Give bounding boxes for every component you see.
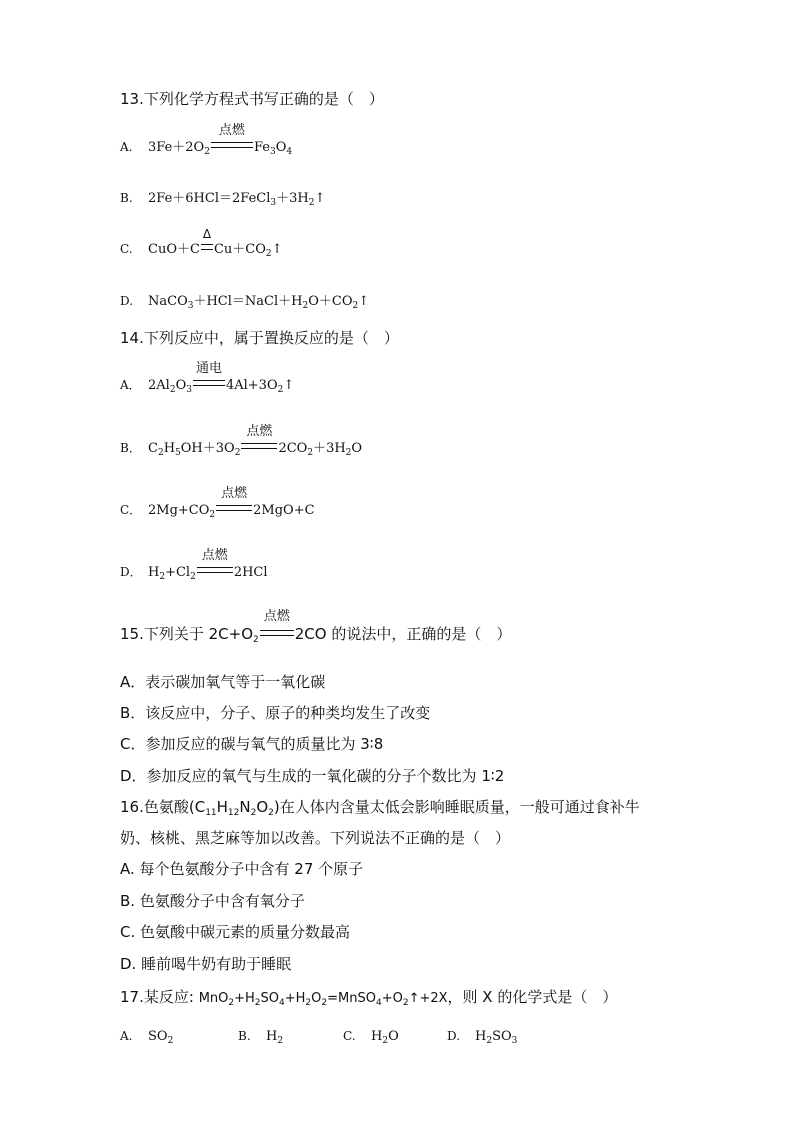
question-17-options (120, 1026, 517, 1047)
subscript: 2 (234, 448, 241, 458)
subscript: 2 (402, 998, 409, 1008)
option-label: B． (120, 441, 141, 455)
reaction-condition (260, 609, 294, 644)
subscript: 2 (308, 198, 315, 208)
equation-text: MnO (198, 991, 229, 1006)
option-label: A. (120, 140, 133, 154)
gas-arrow: ↑ (358, 294, 370, 309)
reaction-condition (201, 227, 213, 260)
equation-text: 2HCl (233, 565, 268, 580)
equation-text: 4Al+3O (225, 378, 278, 393)
question-17-option-b (238, 1026, 343, 1047)
double-line (241, 443, 277, 449)
question-16-option-c: C. 色氨酸中碳元素的质量分数最高 (120, 923, 351, 941)
question-13-option-a (120, 123, 293, 158)
option-label: C． (120, 503, 142, 517)
reaction-condition (211, 123, 253, 158)
question-17-option-c (343, 1026, 447, 1047)
subscript: 2 (382, 1036, 389, 1046)
condition-label: 点燃 (246, 424, 273, 439)
subscript: 2 (302, 301, 309, 311)
equation-text: +Cl (165, 565, 191, 580)
stem-text: 17.某反应: (120, 988, 199, 1006)
subscript: 11 (205, 808, 217, 818)
equation-text: H (475, 1029, 487, 1044)
equation-text: OH＋3O (180, 441, 235, 456)
reaction-equation (199, 991, 448, 1006)
question-13-option-b (120, 188, 325, 209)
stem-text: )在人体内含量太低会影响睡眠质量，一般可通过食补牛 (273, 798, 640, 816)
subscript: 3 (270, 198, 277, 208)
subscript: 2 (204, 147, 210, 157)
subscript: 3 (269, 147, 276, 157)
equation-text: Cu＋CO (213, 242, 266, 257)
double-line (211, 142, 253, 148)
double-line (197, 567, 233, 573)
subscript: 4 (286, 147, 293, 157)
question-17-option-a (120, 1026, 238, 1047)
reaction-condition (241, 424, 277, 459)
equation-text: SO (148, 1029, 168, 1044)
equation-text: H (163, 441, 176, 456)
option-label: B. (238, 1029, 251, 1043)
equation-text: =MnSO (327, 991, 376, 1006)
double-line (193, 380, 225, 386)
equation-text: ＋3H (313, 441, 346, 456)
equation-text: SO (492, 1029, 512, 1044)
stem-text: 15.下列关于 2C+O (120, 625, 254, 643)
equation-text: ＋3H (276, 191, 309, 206)
subscript: 12 (227, 808, 240, 818)
equation-text: O (275, 140, 287, 155)
stem-text: H (216, 798, 228, 816)
equation-text: Fe (253, 140, 270, 155)
option-label: D． (120, 565, 142, 579)
subscript: 4 (375, 998, 382, 1008)
subscript: 5 (175, 448, 181, 458)
equation-text: 2CO (278, 441, 308, 456)
subscript: 3 (511, 1036, 518, 1046)
condition-label: 点燃 (221, 486, 248, 501)
gas-arrow: ↑ (271, 242, 283, 257)
option-label: B. (120, 191, 133, 205)
equation-text: CuO＋C (148, 242, 200, 257)
reaction-condition (197, 548, 233, 583)
condition-label: 点燃 (218, 123, 245, 138)
question-15-stem (120, 609, 512, 645)
subscript: 2 (345, 448, 352, 458)
subscript: 2 (305, 998, 312, 1008)
gas-arrow: ↑ (314, 191, 326, 206)
equation-text: ↑+2X (408, 991, 448, 1006)
equation-text: C (148, 441, 158, 456)
question-14-option-a (120, 361, 295, 396)
subscript: 2 (250, 808, 257, 818)
equation-text: H (148, 565, 160, 580)
equation-text: 2Fe＋6HCl＝2FeCl (148, 191, 271, 206)
option-label: A. (120, 1029, 133, 1043)
double-line (260, 630, 294, 636)
question-13-option-c (120, 227, 283, 260)
equation-text: 2Mg+CO (148, 503, 210, 518)
subscript: 2 (190, 572, 196, 582)
subscript: 2 (352, 301, 359, 311)
question-15-option-c: C．参加反应的碳与氧气的质量比为 3∶8 (120, 735, 384, 753)
option-label: D. (447, 1029, 461, 1043)
option-label: D. (120, 294, 134, 308)
equation-text: +O (381, 991, 403, 1006)
question-14-stem: 14.下列反应中，属于置换反应的是（ ） (120, 329, 399, 347)
subscript: 2 (167, 1036, 174, 1046)
question-16-stem-line-1 (120, 797, 640, 817)
condition-label: 点燃 (263, 609, 290, 624)
question-16-stem-line-2: 奶、核桃、黑芝麻等加以改善。下列说法不正确的是（ ） (120, 829, 511, 847)
question-17-option-d (447, 1026, 517, 1047)
condition-label: 点燃 (201, 548, 228, 563)
question-16-option-a: A. 每个色氨酸分子中含有 27 个原子 (120, 860, 364, 878)
equation-text: NaCO (148, 294, 188, 309)
subscript: 2 (321, 998, 328, 1008)
question-16-option-b: B. 色氨酸分子中含有氧分子 (120, 892, 305, 910)
condition-label: 通电 (195, 361, 222, 376)
subscript: 2 (228, 998, 235, 1008)
condition-label: Δ (202, 227, 212, 241)
double-line (216, 505, 252, 511)
equation-text: O＋CO (308, 294, 353, 309)
option-label: C. (343, 1029, 356, 1043)
gas-arrow: ↑ (283, 378, 295, 393)
question-15-option-b: B．该反应中，分子、原子的种类均发生了改变 (120, 704, 431, 722)
question-16-option-d: D. 睡前喝牛奶有助于睡眠 (120, 955, 292, 973)
question-14-option-d (120, 548, 268, 583)
subscript: 2 (209, 510, 216, 520)
subscript: 3 (186, 385, 192, 395)
question-17-stem (120, 987, 617, 1009)
subscript: 2 (254, 998, 261, 1008)
subscript: 2 (265, 249, 272, 259)
stem-text: ，则 X 的化学式是（ ） (447, 988, 618, 1006)
equation-text: 3Fe＋2O (148, 140, 205, 155)
question-13-stem: 13.下列化学方程式书写正确的是（ ） (120, 90, 384, 108)
subscript: 3 (187, 301, 194, 311)
stem-text: 16.色氨酸(C (120, 798, 206, 816)
question-14-option-b (120, 424, 363, 459)
stem-text: N (239, 798, 251, 816)
subscript: 2 (277, 385, 284, 395)
question-15-option-a: A．表示碳加氧气等于一氧化碳 (120, 673, 326, 691)
subscript: 2 (307, 448, 314, 458)
subscript: 2 (157, 448, 164, 458)
equation-text: H (266, 1029, 278, 1044)
equation-text: 2MgO+C (253, 503, 315, 518)
option-label: A． (120, 378, 141, 392)
reaction-condition (216, 486, 252, 521)
equation-text: O (175, 378, 187, 393)
subscript: 2 (486, 1036, 493, 1046)
subscript: 2 (277, 1036, 284, 1046)
subscript: 2 (159, 572, 166, 582)
equation-text: +H (284, 991, 306, 1006)
equation-text: 2Al (148, 378, 170, 393)
question-15-option-d: D．参加反应的氧气与生成的一氧化碳的分子个数比为 1∶2 (120, 767, 505, 785)
question-13-option-d (120, 291, 369, 312)
double-line (201, 244, 213, 250)
question-14-option-c (120, 486, 315, 521)
equation-text: SO (260, 991, 280, 1006)
subscript: 2 (253, 635, 259, 645)
stem-text: 2CO 的说法中，正确的是（ ） (294, 625, 512, 643)
equation-text: +H (234, 991, 255, 1006)
subscript: 2 (169, 385, 176, 395)
equation-text: O (311, 991, 322, 1006)
equation-text: O (388, 1029, 399, 1044)
reaction-condition (193, 361, 225, 396)
equation-text: ＋HCl＝NaCl＋H (193, 294, 303, 309)
equation-text: H (371, 1029, 383, 1044)
option-label: C. (120, 242, 133, 256)
subscript: 4 (279, 998, 285, 1008)
equation-text: O (351, 441, 363, 456)
subscript: 2 (268, 808, 274, 818)
stem-text: O (256, 798, 269, 816)
